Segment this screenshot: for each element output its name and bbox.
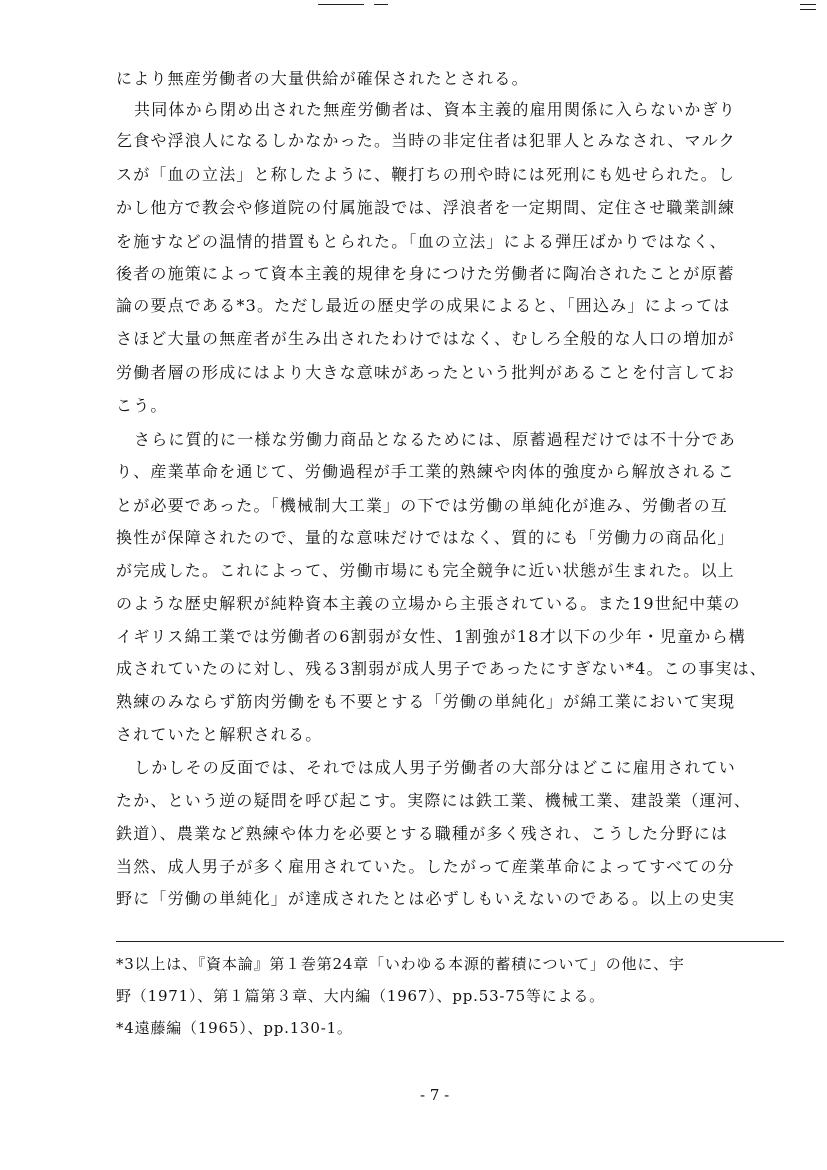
scan-mark-top	[318, 4, 364, 5]
body-line: とが必要であった。「機械制大工業」の下では労働の単純化が進み、労働者の互	[116, 496, 729, 515]
footnote-line: *3以上は、『資本論』第１巻第24章「いわゆる本源的蓄積について」の他に、宇	[116, 955, 685, 973]
body-line: 換性が保障されたので、量的な意味だけではなく、質的にも「労働力の商品化」	[116, 528, 735, 547]
body-line: り、産業革命を通じて、労働過程が手工業的熟練や肉体的強度から解放されるこ	[116, 462, 735, 481]
body-line: 論の要点である*3。ただし最近の歴史学の成果によると、「囲込み」によっては	[116, 296, 731, 315]
footnote-divider	[116, 941, 784, 942]
body-line: スが「血の立法」と称したように、鞭打ちの刑や時には死刑にも処せられた。し	[116, 165, 736, 184]
body-line: が完成した。これによって、労働市場にも完全競争に近い状態が生まれた。以上	[116, 561, 735, 580]
body-line: を施すなどの温情的措置もとられた。「血の立法」による弾圧ばかりではなく、	[116, 232, 727, 251]
body-line: かし他方で教会や修道院の付属施設では、浮浪者を一定期間、定住させ職業訓練	[116, 198, 736, 217]
body-line: 成されていたのに対し、残る3割弱が成人男子であったにすぎない*4。この事実は、	[116, 659, 768, 678]
body-line: 鉄道）、農業など熟練や体力を必要とする職種が多く残され、こうした分野には	[116, 824, 729, 843]
body-line: により無産労働者の大量供給が確保されたとされる。	[116, 69, 529, 88]
body-line: 後者の施策によって資本主義的規律を身につけた労働者に陶冶されたことが原蓄	[116, 264, 735, 283]
body-line: 共同体から閉め出された無産労働者は、資本主義的雇用関係に入らないかぎり	[134, 100, 737, 119]
body-line: 熟練のみならず筋肉労働をも不要とする「労働の単純化」が綿工業において実現	[116, 692, 736, 711]
scan-mark-corner	[800, 4, 816, 5]
body-line: されていたと解釈される。	[116, 725, 323, 744]
body-line: こう。	[116, 396, 168, 415]
footnote-line: 野（1971）、第１篇第３章、大内編（1967）、pp.53-75等による。	[116, 987, 605, 1005]
footnote-line: *4遠藤編（1965）、pp.130-1。	[116, 1019, 353, 1037]
page-number: - 7 -	[420, 1086, 450, 1104]
body-line: さらに質的に一様な労働力商品となるためには、原蓄過程だけでは不十分であ	[134, 430, 737, 449]
body-line: 野に「労働の単純化」が達成されたとは必ずしもいえないのである。以上の史実	[116, 889, 736, 908]
body-line: のような歴史解釈が純粋資本主義の立場から主張されている。また19世紀中葉の	[116, 594, 741, 613]
body-line: 労働者層の形成にはより大きな意味があったという批判があることを付言してお	[116, 363, 736, 382]
body-line: さほど大量の無産者が生み出されたわけではなく、むしろ全般的な人口の増加が	[116, 329, 735, 348]
body-line: イギリス綿工業では労働者の6割弱が女性、1割強が18才以下の少年・児童から構	[116, 627, 746, 646]
body-line: 乞食や浮浪人になるしかなかった。当時の非定住者は犯罪人とみなされ、マルク	[116, 131, 736, 150]
body-line: たか、という逆の疑問を呼び起こす。実際には鉄工業、機械工業、建設業（運河、	[116, 791, 752, 810]
body-line: 当然、成人男子が多く雇用されていた。したがって産業革命によってすべての分	[116, 857, 735, 876]
body-line: しかしその反面では、それでは成人男子労働者の大部分はどこに雇用されてい	[134, 758, 737, 777]
scan-mark-corner-2	[800, 9, 816, 10]
scan-mark-top-2	[374, 4, 388, 5]
